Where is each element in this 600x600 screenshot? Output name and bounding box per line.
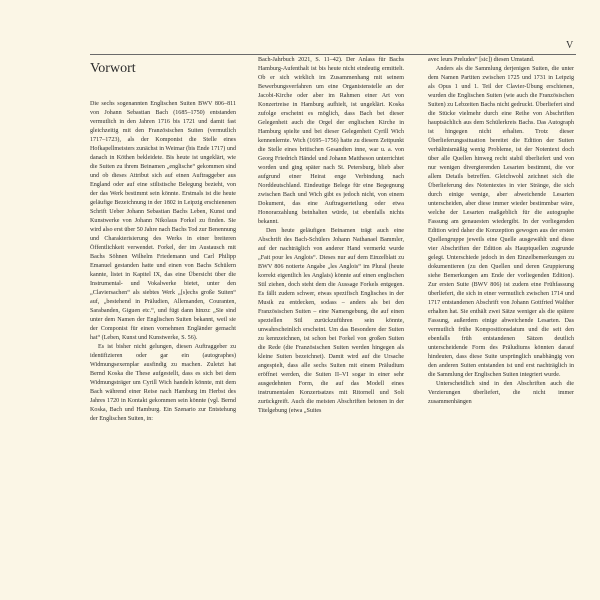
page-number: V	[566, 40, 574, 51]
header-rule	[90, 54, 576, 55]
paragraph: Es ist bisher nicht gelungen, diesen Auftraggeber zu identifizieren oder gar ein (autographes) Widmungsexemplar ausfindig zu machen. Zuletzt hat Bernd Koska die These aufgestellt, dass es sich bei dem Widmungsträger um Cyrill Wich handeln könnte, mit dem Bach während einer Reise nach Hamburg im Herbst des Jahres 1720 in Kontakt gekommen sein könnte (vgl. Bernd Koska, Bach und Hamburg. Ein Szenario zur Entstehung der Englischen Suiten, in:	[90, 344, 236, 422]
paragraph: Bach-Jahrbuch 2021, S. 11–42). Der Anlass für Bachs Hamburg-Aufenthalt ist bis heute nicht eindeutig ermittelt. Ob er sich wirklich im Zusammenhang mit seinem Bewerbungsverfahren um eine Organistenstelle an der Jacobi-Kirche oder aber im Rahmen einer Art von Konzertreise in Hamburg aufhielt, ist ungeklärt. Koska zufolge erscheint es möglich, dass Bach bei dieser Gelegenheit auch die Orgel der englischen Kirche in Hamburg spielte und bei dieser Gelegenheit Cyrill Wich kennenlernte. Wich (1695–1756) hatte zu diesem Zeitpunkt die Stelle eines britischen Gesandten inne, war u. a. von Georg Friedrich Händel und Johann Mattheson unterrichtet worden und ging später nach St. Petersburg, blieb aber aufgrund einer Heirat enge Verbindung nach Norddeutschland. Eindeutige Belege für eine Begegnung zwischen Bach und Wich gibt es jedoch nicht, von einem Dokument, das eine Auftragserteilung oder etwa Honorarzahlung beinhalten würde, ist ebenfalls nichts bekannt.	[258, 57, 404, 225]
text-column-2	[258, 56, 404, 416]
paragraph: Die sechs sogenannten Englischen Suiten BWV 806–811 von Johann Sebastian Bach (1685–1750) entstanden vermutlich in den Jahren 1716 bis 1721 und damit fast gleichzeitig mit den Französischen Suiten (vermutlich 1717–1723), als der Komponist die Stelle eines Hofkapellmeisters zunächst in Weimar (bis Ende 1717) und danach in Köthen bekleidete. Bis heute ist ungeklärt, wie die Suiten zu ihrem Beinamen „englische“ gekommen sind und ob dieses Attribut sich auf einen Auftraggeber aus England oder auf eine stilistische Belegung bezieht, von der das Werk bestimmt sein könnte. Erstmals ist die heute geläufige Bezeichnung in der 1802 in Leipzig erschienenen Schrift Ueber Johann Sebastian Bachs Leben, Kunst und Kunstwerke von Johann Nikolaus Forkel zu finden. Sie wird also erst über 50 Jahre nach Bachs Tod zur Benennung und Charakterisierung des Werks in einer breiteren Öffentlichkeit verwendet. Forkel, der im Austausch mit Bachs Söhnen Wilhelm Friedemann und Carl Philipp Emanuel gestanden hatte und einen von Bachs Schülern kannte, listet in Kapitel IX, das eine Übersicht über die Instrumental- und Vokalwerke bietet, unter den „Claviersachen“ als siebtes Werk „[s]echs große Suiten“ auf, „bestehend in Präludien, Allemanden, Couranten, Sarabanden, Giguen etc.“, und fügt dann hinzu: „Sie sind unter dem Namen der Englischen Suiten bekannt, weil sie der Componist für einen vornehmen Engländer gemacht hat“ (Leben, Kunst und Kunstwerke, S. 56).	[90, 101, 236, 341]
paragraph: Den heute geläufigen Beinamen trägt auch eine Abschrift des Bach-Schülers Johann Nathanael Bammler, auf der nachträglich von anderer Hand vermerkt wurde „Fait pour les Anglois“. Dieses nur auf dem Einzelblatt zu BWV 806 notierte Angabe „les Anglois“ im Plural (heute korrekt eigentlich les Anglais) könnte auf einen englischen Stil ziehen, doch steht dem die Aussage Forkels entgegen. Es fällt zudem schwer, etwas spezifisch Englisches in der Musik zu entdecken, sodass – anders als bei den Französischen Suiten – eine Namengebung, die auf einen speziellen Stil zurückzuführen sein könnte, unwahrscheinlich erscheint. Um das Besondere der Suiten zu kennzeichnen, ist schon bei Forkel von großen Suiten die Rede (die Französischen Suiten werden hingegen als kleine Suiten bezeichnet). Damit wird auf die Ursache angespielt, dass alle sechs Suiten mit einem Präludium eröffnet werden, die Suiten II–VI sogar in einer sehr ausgedehnten Form, die auf das Modell eines instrumentalen Konzertsatzes mit Ritornell und Soli zurückgreift. Auch die meisten Abschriften betonen in der Titelgebung (etwa „Suites	[258, 228, 404, 414]
text-column-1	[90, 100, 236, 424]
section-heading: Vorwort	[90, 61, 136, 76]
paragraph: avec leurs Preludes“ [sic]) diesen Umstand.	[428, 57, 535, 63]
text-column-3	[428, 56, 574, 407]
paragraph: Anders als die Sammlung derjenigen Suiten, die unter dem Namen Partiten zwischen 1725 und 1731 in Leipzig als Opus 1 und 1. Teil der Clavier-Übung erschienen, wurden die Englischen Suiten (wie auch die Französischen Suiten) zu Lebzeiten Bachs nicht gedruckt. Überliefert sind die Stücke vielmehr durch eine Reihe von Abschriften hauptsächlich aus dem Schülerkreis Bachs. Das Autograph ist hingegen nicht erhalten. Trotz dieser Überlieferungssituation bereitet die Edition der Suiten verhältnismäßig wenig Probleme, ist der Notentext doch über alle Quellen hinweg recht stabil überliefert und von nur wenigen divergierenden Lesarten bestimmt, die vor allem Details betreffen. Gleichwohl zeichnet sich die Überlieferung des Notentextes in vier Stränge, die sich durch einige wenige, aber abweichende Lesarten unterscheiden, aber diese immer wieder bestimmbar wäre, welche der Lesarten maßgeblich für die autographe Fassung am genauesten wiedergibt. In der vorliegenden Edition wird daher die Konzeption gewogen aus der ersten Quellengruppe jeweils eine Quelle ausgewählt und diese vier Abschriften der Edition als Hauptquellen zugrunde gelegt. Unterschiede jedoch in den Einzelbemerkungen zu dokumentieren (zu den Quellen und deren Gruppierung siehe Bemerkungen am Ende der vorliegenden Edition). Zur ersten Suite (BWV 806) ist zudem eine Frühfassung überliefert, die sich in einer vermutlich zwischen 1714 und 1717 entstandenen Abschrift von Johann Gottfried Walther erhalten hat. Sie enthält zwei Sätze weniger als die spätere Fassung, außerdem einige abweichende Lesarten. Das vermutlich frühe Kompositionsdatum und die seit den ebenfalls früh entstandenen Sätzen deutlich unterscheidende Form des Präludiums könnten darauf hindeuten, dass diese Suite ursprünglich unabhängig von den anderen Suiten entstanden ist und erst nachträglich in die Sammlung der Englischen Suiten integriert wurde.	[428, 66, 574, 378]
paragraph: Unterscheidlich sind in den Abschriften auch die Verzierungen überliefert, die nicht immer zusammenhängen	[428, 381, 574, 405]
